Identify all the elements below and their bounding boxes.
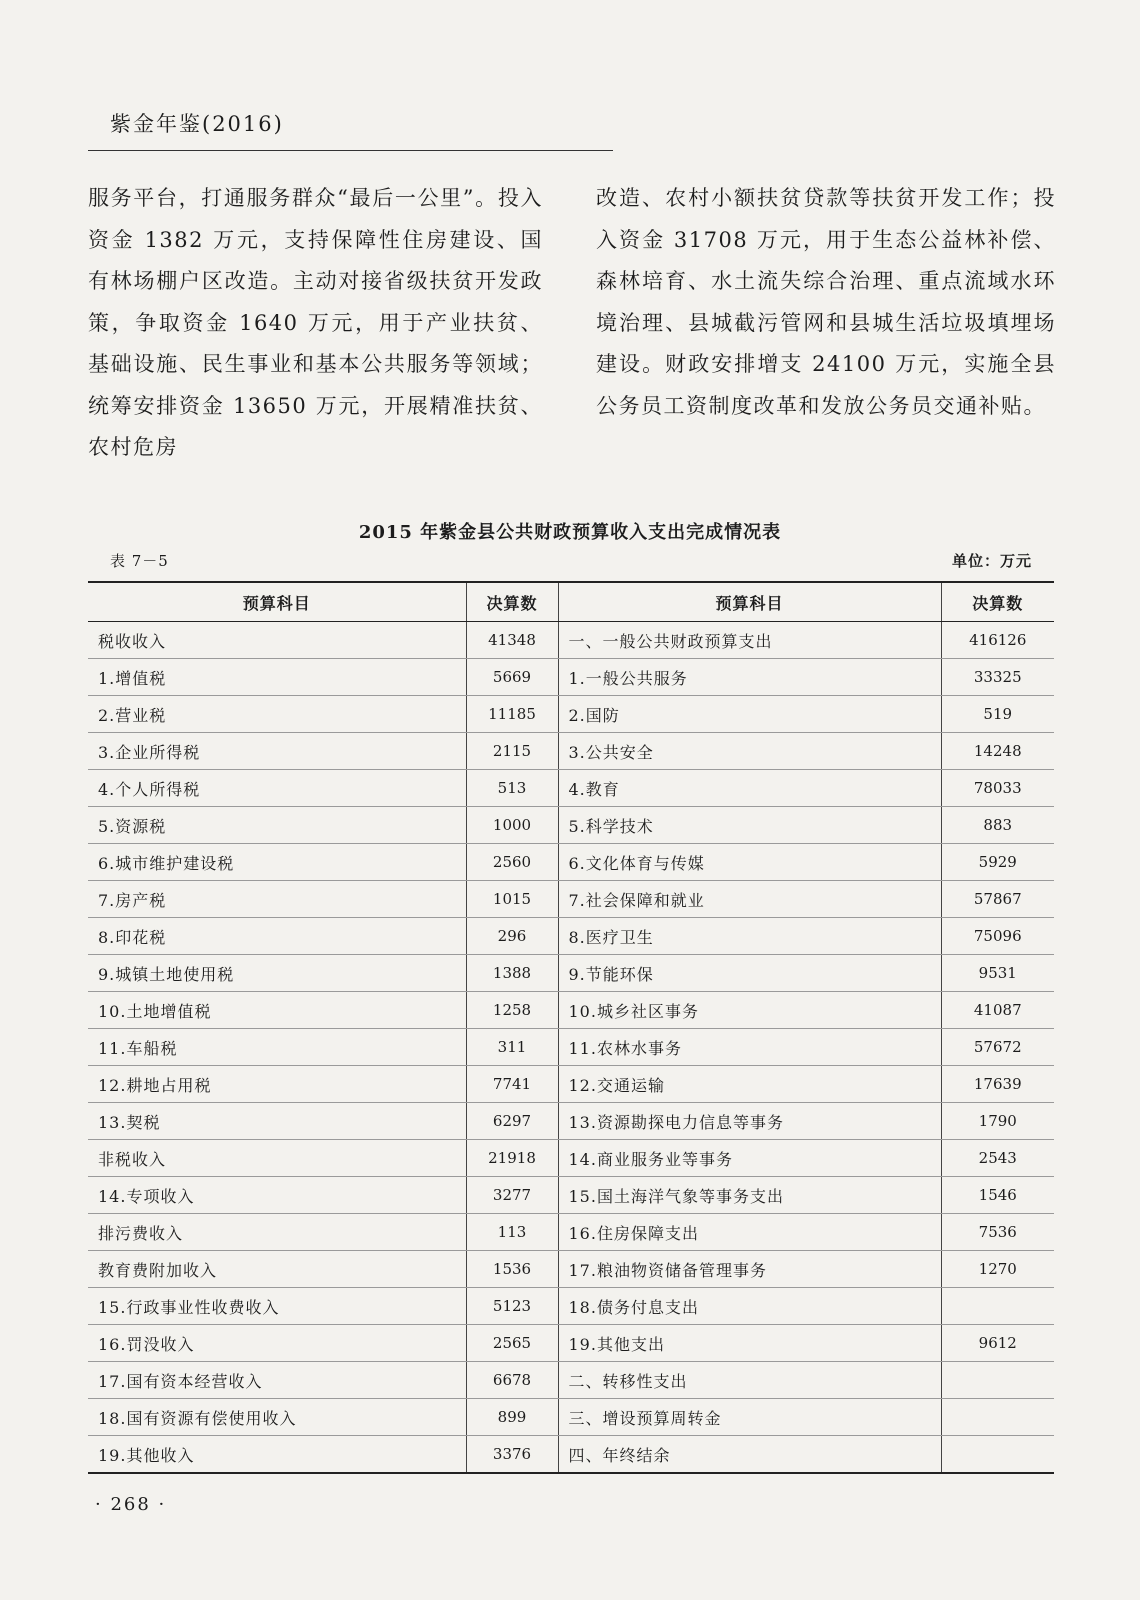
expenditure-item-cell: 11.农林水事务 bbox=[558, 1029, 941, 1066]
expenditure-item-cell: 2.国防 bbox=[558, 696, 941, 733]
page-number: · 268 · bbox=[95, 1494, 167, 1515]
expenditure-amount-cell: 1790 bbox=[941, 1103, 1054, 1140]
header-revenue-item: 预算科目 bbox=[88, 582, 466, 622]
table-row bbox=[88, 1251, 1054, 1288]
revenue-amount-cell: 11185 bbox=[466, 696, 558, 733]
header-expenditure-amount: 决算数 bbox=[941, 582, 1054, 622]
table-header-row bbox=[88, 582, 1054, 622]
expenditure-amount-cell: 17639 bbox=[941, 1066, 1054, 1103]
header-rule bbox=[88, 150, 613, 151]
body-text-right-column bbox=[596, 178, 1056, 427]
expenditure-amount-cell: 7536 bbox=[941, 1214, 1054, 1251]
expenditure-amount-cell: 2543 bbox=[941, 1140, 1054, 1177]
expenditure-amount-cell: 883 bbox=[941, 807, 1054, 844]
expenditure-item-cell: 18.债务付息支出 bbox=[558, 1288, 941, 1325]
expenditure-item-cell: 9.节能环保 bbox=[558, 955, 941, 992]
table-row bbox=[88, 1399, 1054, 1436]
revenue-amount-cell: 311 bbox=[466, 1029, 558, 1066]
revenue-item-cell: 1.增值税 bbox=[88, 659, 466, 696]
expenditure-item-cell: 15.国土海洋气象等事务支出 bbox=[558, 1177, 941, 1214]
expenditure-amount-cell: 1546 bbox=[941, 1177, 1054, 1214]
revenue-item-cell: 3.企业所得税 bbox=[88, 733, 466, 770]
expenditure-item-cell: 12.交通运输 bbox=[558, 1066, 941, 1103]
body-paragraph-right: 改造、农村小额扶贫贷款等扶贫开发工作；投入资金 31708 万元，用于生态公益林补偿、森林培育、水土流失综合治理、重点流域水环境治理、县城截污管网和县城生活垃圾填埋场建设。财政安排增支 24100 万元，实施全县公务员工资制度改革和发放公务员交通补贴。 bbox=[596, 186, 1056, 418]
body-paragraph-left: 服务平台，打通服务群众“最后一公里”。投入资金 1382 万元，支持保障性住房建设、国有林场棚户区改造。主动对接省级扶贫开发政策，争取资金 1640 万元，用于产业扶贫、基础设施、民生事业和基本公共服务等领域；统筹安排资金 13650 万元，开展精准扶贫、农村危房 bbox=[88, 186, 543, 459]
revenue-item-cell: 19.其他收入 bbox=[88, 1436, 466, 1474]
table-row bbox=[88, 1140, 1054, 1177]
revenue-item-cell: 14.专项收入 bbox=[88, 1177, 466, 1214]
table-row bbox=[88, 1066, 1054, 1103]
revenue-item-cell: 7.房产税 bbox=[88, 881, 466, 918]
revenue-item-cell: 8.印花税 bbox=[88, 918, 466, 955]
table-row bbox=[88, 992, 1054, 1029]
table-row bbox=[88, 1177, 1054, 1214]
expenditure-item-cell: 四、年终结余 bbox=[558, 1436, 941, 1474]
revenue-item-cell: 5.资源税 bbox=[88, 807, 466, 844]
expenditure-amount-cell: 519 bbox=[941, 696, 1054, 733]
table-row bbox=[88, 659, 1054, 696]
expenditure-amount-cell: 416126 bbox=[941, 622, 1054, 659]
expenditure-item-cell: 5.科学技术 bbox=[558, 807, 941, 844]
table-row bbox=[88, 696, 1054, 733]
revenue-item-cell: 13.契税 bbox=[88, 1103, 466, 1140]
table-row bbox=[88, 881, 1054, 918]
revenue-item-cell: 税收收入 bbox=[88, 622, 466, 659]
table-row bbox=[88, 844, 1054, 881]
expenditure-amount-cell: 9612 bbox=[941, 1325, 1054, 1362]
expenditure-item-cell: 4.教育 bbox=[558, 770, 941, 807]
expenditure-item-cell: 17.粮油物资储备管理事务 bbox=[558, 1251, 941, 1288]
table-row bbox=[88, 1362, 1054, 1399]
table-row bbox=[88, 1214, 1054, 1251]
revenue-amount-cell: 21918 bbox=[466, 1140, 558, 1177]
header-expenditure-item: 预算科目 bbox=[558, 582, 941, 622]
table-row bbox=[88, 1103, 1054, 1140]
body-text-left-column bbox=[88, 178, 543, 469]
revenue-amount-cell: 1000 bbox=[466, 807, 558, 844]
revenue-amount-cell: 2560 bbox=[466, 844, 558, 881]
expenditure-item-cell: 6.文化体育与传媒 bbox=[558, 844, 941, 881]
expenditure-item-cell: 7.社会保障和就业 bbox=[558, 881, 941, 918]
revenue-amount-cell: 1258 bbox=[466, 992, 558, 1029]
revenue-item-cell: 排污费收入 bbox=[88, 1214, 466, 1251]
revenue-amount-cell: 1536 bbox=[466, 1251, 558, 1288]
revenue-amount-cell: 1015 bbox=[466, 881, 558, 918]
revenue-amount-cell: 6678 bbox=[466, 1362, 558, 1399]
expenditure-amount-cell bbox=[941, 1362, 1054, 1399]
expenditure-amount-cell: 57672 bbox=[941, 1029, 1054, 1066]
expenditure-item-cell: 三、增设预算周转金 bbox=[558, 1399, 941, 1436]
expenditure-amount-cell: 9531 bbox=[941, 955, 1054, 992]
expenditure-item-cell: 14.商业服务业等事务 bbox=[558, 1140, 941, 1177]
revenue-item-cell: 教育费附加收入 bbox=[88, 1251, 466, 1288]
expenditure-item-cell: 19.其他支出 bbox=[558, 1325, 941, 1362]
table-row bbox=[88, 622, 1054, 659]
expenditure-amount-cell bbox=[941, 1399, 1054, 1436]
expenditure-amount-cell: 41087 bbox=[941, 992, 1054, 1029]
revenue-amount-cell: 2565 bbox=[466, 1325, 558, 1362]
revenue-item-cell: 16.罚没收入 bbox=[88, 1325, 466, 1362]
revenue-item-cell: 4.个人所得税 bbox=[88, 770, 466, 807]
expenditure-amount-cell: 78033 bbox=[941, 770, 1054, 807]
revenue-amount-cell: 899 bbox=[466, 1399, 558, 1436]
revenue-item-cell: 18.国有资源有偿使用收入 bbox=[88, 1399, 466, 1436]
table-body bbox=[88, 622, 1054, 1474]
revenue-item-cell: 6.城市维护建设税 bbox=[88, 844, 466, 881]
table-title: 2015 年紫金县公共财政预算收入支出完成情况表 bbox=[358, 522, 782, 543]
expenditure-amount-cell bbox=[941, 1436, 1054, 1474]
revenue-item-cell: 2.营业税 bbox=[88, 696, 466, 733]
revenue-item-cell: 10.土地增值税 bbox=[88, 992, 466, 1029]
running-header: 紫金年鉴(2016) bbox=[110, 112, 284, 136]
table-row bbox=[88, 733, 1054, 770]
expenditure-item-cell: 10.城乡社区事务 bbox=[558, 992, 941, 1029]
revenue-item-cell: 17.国有资本经营收入 bbox=[88, 1362, 466, 1399]
expenditure-amount-cell: 57867 bbox=[941, 881, 1054, 918]
expenditure-item-cell: 13.资源勘探电力信息等事务 bbox=[558, 1103, 941, 1140]
expenditure-item-cell: 3.公共安全 bbox=[558, 733, 941, 770]
table-row bbox=[88, 1288, 1054, 1325]
expenditure-item-cell: 16.住房保障支出 bbox=[558, 1214, 941, 1251]
expenditure-amount-cell: 14248 bbox=[941, 733, 1054, 770]
table-row bbox=[88, 1436, 1054, 1474]
revenue-item-cell: 9.城镇土地使用税 bbox=[88, 955, 466, 992]
expenditure-amount-cell: 33325 bbox=[941, 659, 1054, 696]
revenue-amount-cell: 6297 bbox=[466, 1103, 558, 1140]
revenue-amount-cell: 3376 bbox=[466, 1436, 558, 1474]
expenditure-item-cell: 8.医疗卫生 bbox=[558, 918, 941, 955]
revenue-amount-cell: 7741 bbox=[466, 1066, 558, 1103]
revenue-amount-cell: 1388 bbox=[466, 955, 558, 992]
header-revenue-amount: 决算数 bbox=[466, 582, 558, 622]
table-row bbox=[88, 1029, 1054, 1066]
table-row bbox=[88, 918, 1054, 955]
expenditure-item-cell: 1.一般公共服务 bbox=[558, 659, 941, 696]
table-row bbox=[88, 955, 1054, 992]
table-number: 表 7－5 bbox=[110, 552, 169, 570]
revenue-amount-cell: 513 bbox=[466, 770, 558, 807]
expenditure-amount-cell: 75096 bbox=[941, 918, 1054, 955]
revenue-item-cell: 15.行政事业性收费收入 bbox=[88, 1288, 466, 1325]
expenditure-item-cell: 二、转移性支出 bbox=[558, 1362, 941, 1399]
expenditure-amount-cell: 5929 bbox=[941, 844, 1054, 881]
expenditure-amount-cell bbox=[941, 1288, 1054, 1325]
revenue-amount-cell: 5123 bbox=[466, 1288, 558, 1325]
revenue-amount-cell: 113 bbox=[466, 1214, 558, 1251]
table-unit: 单位：万元 bbox=[951, 552, 1032, 570]
table-row bbox=[88, 770, 1054, 807]
revenue-amount-cell: 3277 bbox=[466, 1177, 558, 1214]
revenue-item-cell: 11.车船税 bbox=[88, 1029, 466, 1066]
revenue-amount-cell: 296 bbox=[466, 918, 558, 955]
table-row bbox=[88, 1325, 1054, 1362]
table-row bbox=[88, 807, 1054, 844]
revenue-item-cell: 非税收入 bbox=[88, 1140, 466, 1177]
expenditure-amount-cell: 1270 bbox=[941, 1251, 1054, 1288]
expenditure-item-cell: 一、一般公共财政预算支出 bbox=[558, 622, 941, 659]
revenue-amount-cell: 2115 bbox=[466, 733, 558, 770]
revenue-amount-cell: 5669 bbox=[466, 659, 558, 696]
revenue-amount-cell: 41348 bbox=[466, 622, 558, 659]
budget-table bbox=[88, 581, 1054, 1474]
revenue-item-cell: 12.耕地占用税 bbox=[88, 1066, 466, 1103]
